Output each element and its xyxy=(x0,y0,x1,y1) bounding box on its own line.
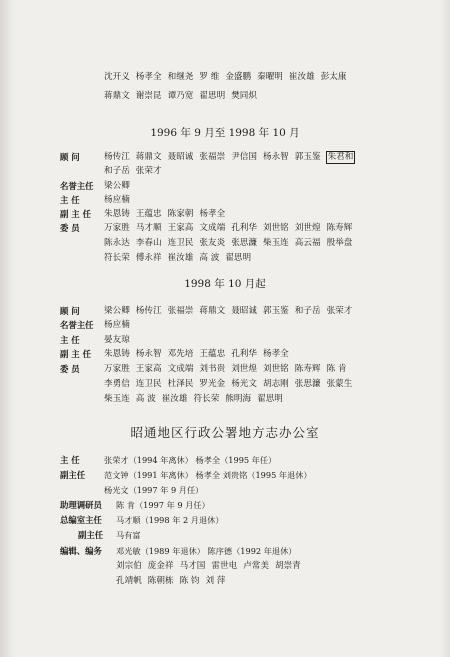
person-name: 万家胜 xyxy=(104,223,130,233)
office-assistant-label: 助理调研员 xyxy=(60,500,102,510)
person-name: 朱恩铸 xyxy=(104,209,130,219)
person-name: 刘世煌 xyxy=(294,223,321,233)
person-name: 彭太康 xyxy=(320,72,347,82)
person-name: 崔汝雄 xyxy=(288,72,315,82)
boxed-name: 朱君和 xyxy=(327,152,354,162)
person-name: 邓先培 xyxy=(167,349,194,359)
period2-heading: 1998 年 10 月起 xyxy=(184,278,266,290)
person-name: 李勇信 xyxy=(104,379,130,389)
person-name: 蒋鼎文 xyxy=(104,91,130,101)
person-name: 王蕴忠 xyxy=(135,209,162,219)
office-assistant-text: 陈 肯（1997 年 9 月任） xyxy=(116,500,210,510)
person-name: 张思濂 xyxy=(294,379,321,389)
person-name: 文成端 xyxy=(199,223,226,233)
person-name: 王蕴忠 xyxy=(199,349,226,359)
office-vice-label: 副主任 xyxy=(60,470,86,480)
period2-chair-label: 主 任 xyxy=(60,335,80,345)
person-name: 谢崇昆 xyxy=(135,91,162,101)
scan-edge-left xyxy=(0,0,14,657)
period2-honor-label: 名誉主任 xyxy=(60,320,94,330)
person-name: 刘宗伯 xyxy=(116,561,142,571)
office-deputy-text: 马有富 xyxy=(116,530,141,540)
person-name: 文成端 xyxy=(167,364,194,374)
person-name: 陈寿辉 xyxy=(294,364,321,374)
period2-advisers-label: 顾 问 xyxy=(60,306,80,316)
person-name: 陈朝栋 xyxy=(147,576,174,586)
person-name: 杨传江 xyxy=(104,152,130,162)
person-name: 杨永智 xyxy=(262,152,289,162)
person-name: 张思濂 xyxy=(231,238,257,248)
person-name: 杨传江 xyxy=(135,306,162,316)
person-name: 梁公卿 xyxy=(104,306,130,316)
person-name: 胡崇青 xyxy=(274,561,301,571)
person-name: 沈开义 xyxy=(104,72,130,82)
person-name: 樊同炽 xyxy=(231,91,257,101)
person-name: 崔汝雄 xyxy=(161,394,188,404)
person-name: 翟思明 xyxy=(257,394,283,404)
person-name: 杨应楠 xyxy=(104,320,130,330)
period2-members-line2 xyxy=(104,379,358,390)
person-name: 胡志刚 xyxy=(262,379,289,389)
person-name: 翟思明 xyxy=(225,253,252,263)
period1-honor-label: 名誉主任 xyxy=(60,181,94,191)
person-name: 张友炎 xyxy=(199,238,226,248)
person-name: 郭玉鉴 xyxy=(262,306,289,316)
period1-heading: 1996 年 9 月至 1998 年 10 月 xyxy=(150,127,300,139)
person-name: 朱恩铸 xyxy=(104,349,130,359)
person-name: 刘世煌 xyxy=(231,364,257,374)
person-name: 万家胜 xyxy=(104,364,130,374)
person-name: 杨光文 xyxy=(231,379,257,389)
period2-chair-names xyxy=(104,335,136,346)
person-name: 张荣才 xyxy=(326,306,353,316)
period1-members-line1 xyxy=(104,223,358,234)
person-name: 罗 维 xyxy=(199,72,220,82)
person-name: 杨孝全 xyxy=(199,209,226,219)
office-deputy-label: 副主任 xyxy=(78,530,104,540)
person-name: 高 波 xyxy=(135,394,156,404)
person-name: 孔靖帆 xyxy=(116,576,142,586)
person-name: 崔汝雄 xyxy=(167,253,194,263)
person-name: 孔利华 xyxy=(231,349,257,359)
person-name: 晏友琼 xyxy=(104,335,130,345)
person-name: 刘世铭 xyxy=(262,364,289,374)
person-name: 谭乃宽 xyxy=(167,91,194,101)
period1-vice-names xyxy=(104,209,231,220)
office-staff-line2 xyxy=(116,561,307,572)
person-name: 柴玉连 xyxy=(104,394,130,404)
person-name: 陈家朝 xyxy=(167,209,194,219)
person-name: 高云福 xyxy=(294,238,321,248)
person-name: 翟思明 xyxy=(199,91,226,101)
office-title: 昭通地区行政公署地方志办公室 xyxy=(130,425,320,440)
person-name: 聂昭诚 xyxy=(231,306,257,316)
office-staff-line3 xyxy=(116,576,231,587)
office-chair-label: 主 任 xyxy=(60,455,80,465)
period1-members-label: 委 员 xyxy=(60,223,80,233)
person-name: 和子岳 xyxy=(294,306,321,316)
person-name: 蒋鼎文 xyxy=(199,306,226,316)
office-vice-text-2: 杨光文（1997 年 9 月任） xyxy=(104,485,204,495)
person-name: 高 波 xyxy=(199,253,220,263)
period2-advisers-names xyxy=(104,306,358,317)
person-name: 秦曜明 xyxy=(257,72,283,82)
person-name: 连卫民 xyxy=(167,238,194,248)
person-name: 孔利华 xyxy=(231,223,257,233)
office-staff-label: 编辑、编务 xyxy=(60,546,102,556)
period2-members-label: 委 员 xyxy=(60,364,80,374)
period2-members-line3 xyxy=(104,394,289,405)
person-name: 梁公卿 xyxy=(104,181,130,191)
office-editor-text: 马才顺（1998 年 2 月退休） xyxy=(116,515,224,525)
person-name: 符长荣 xyxy=(104,253,130,263)
person-name: 马才顺 xyxy=(135,223,162,233)
period1-honor-names xyxy=(104,181,136,192)
period2-vice-names xyxy=(104,349,295,360)
person-name: 陈 钧 xyxy=(179,576,200,586)
period2-members-line1 xyxy=(104,364,353,375)
person-name: 张福崇 xyxy=(199,152,226,162)
person-name: 庞金祥 xyxy=(147,561,174,571)
person-name: 马才国 xyxy=(179,561,206,571)
person-name: 蒋鼎文 xyxy=(135,152,162,162)
person-name: 傅永祥 xyxy=(135,253,162,263)
person-name: 王家高 xyxy=(135,364,162,374)
person-name: 连卫民 xyxy=(135,379,162,389)
person-name: 刘世铭 xyxy=(262,223,289,233)
period1-chair-names xyxy=(104,195,136,206)
person-name: 杨孝全 xyxy=(135,72,162,82)
person-name: 张荣才 xyxy=(135,166,162,176)
person-name: 金盛鹏 xyxy=(225,72,252,82)
period1-advisers-label: 顾 问 xyxy=(60,152,80,162)
person-name: 杨应楠 xyxy=(104,195,130,205)
person-name: 陈 肯 xyxy=(326,364,347,374)
top-names-line1 xyxy=(104,72,353,83)
person-name: 杜泽民 xyxy=(167,379,194,389)
period1-members-line2 xyxy=(104,238,358,249)
period1-members-line3 xyxy=(104,253,257,264)
scan-edge-right xyxy=(440,0,450,657)
office-staff-text: 邓光敏（1989 年退休） 陈序德（1992 年退休） xyxy=(116,546,297,556)
person-name: 卢常美 xyxy=(243,561,269,571)
office-chair-text: 张荣才（1994 年离休） 杨孝全（1995 年任） xyxy=(104,455,277,465)
person-name: 王家高 xyxy=(167,223,194,233)
person-name: 郭玉鉴 xyxy=(294,152,321,162)
person-name: 张福崇 xyxy=(167,306,194,316)
person-name: 杨永智 xyxy=(135,349,162,359)
person-name: 符长荣 xyxy=(193,394,220,404)
person-name: 尹信国 xyxy=(231,152,257,162)
person-name: 张蒙生 xyxy=(326,379,353,389)
person-name: 柴玉连 xyxy=(262,238,289,248)
period1-advisers-line2 xyxy=(104,166,168,177)
person-name: 雷世电 xyxy=(211,561,238,571)
person-name: 刘 萍 xyxy=(205,576,226,586)
person-name: 李春山 xyxy=(135,238,162,248)
period1-chair-label: 主 任 xyxy=(60,195,80,205)
person-name: 刘书贵 xyxy=(199,364,226,374)
person-name: 殷举盘 xyxy=(326,238,353,248)
person-name: 熊明海 xyxy=(225,394,252,404)
office-vice-text: 范文钟（1991 年离休） 杨孝全 刘贵铭（1995 年退休） xyxy=(104,470,312,480)
person-name: 罗光金 xyxy=(199,379,226,389)
period2-honor-names xyxy=(104,320,136,331)
period2-vice-label: 副 主 任 xyxy=(60,349,91,359)
person-name: 陈寿辉 xyxy=(326,223,353,233)
office-editor-label: 总编室主任 xyxy=(60,515,102,525)
period1-advisers-line1 xyxy=(104,152,360,163)
person-name: 聂昭诚 xyxy=(167,152,194,162)
person-name: 陈永达 xyxy=(104,238,130,248)
person-name: 杨孝全 xyxy=(262,349,289,359)
period1-vice-label: 副 主 任 xyxy=(60,209,91,219)
top-names-line2 xyxy=(104,91,263,102)
person-name: 和继尧 xyxy=(167,72,194,82)
person-name: 和子岳 xyxy=(104,166,130,176)
